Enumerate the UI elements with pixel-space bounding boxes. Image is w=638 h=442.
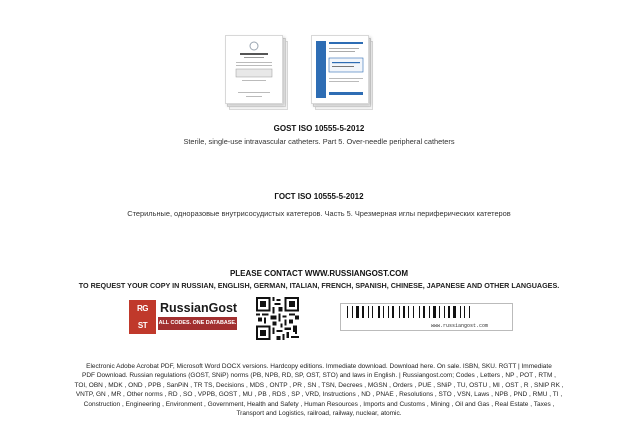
barcode-icon — [341, 306, 512, 323]
barcode[interactable] — [340, 303, 513, 331]
contact-heading-link[interactable]: PLEASE CONTACT WWW.RUSSIANGOST.COM — [229, 269, 409, 278]
logo-mark-bottom: ST — [137, 321, 148, 330]
footer-line: TOI, OBN , MDK , OND , PPB , SanPiN , TR TS, Decisions , MDS , ONTP , PR , SN , TSN, Decrees , MGSN , Orders , PUE , SNiP , TU, OSTU , MI , OST , R , SNIP RK , — [74, 381, 564, 389]
russian-cover-page-thumbnail — [225, 35, 283, 104]
footer-line: Construction , Engineering , Environment , Government, Health and Safety , Human Resources , Imports and Customs , Mining , Oil and Gas , Real Estate , Taxes , — [83, 400, 555, 408]
cover-page-graphic — [312, 36, 368, 103]
standard-subtitle-english: Sterile, single-use intravascular catheters. Part 5. Over-needle peripheral catheters — [183, 137, 455, 146]
footer-line: VNTP, GN , MR , Other norms , RD , SO , VPPB, GOST , MU , PB , RDS , SP , VRD, Instructions , ND , PNAE , Resolutions , STO , VSN, Laws , NPB , PND , RMU , TI , — [75, 391, 563, 399]
footer-line: Transport and Logistics, railroad, railway, nuclear, atomic. — [236, 410, 402, 418]
footer-line: PDF Download. Russian regulations (GOST, SNiP) norms (PB, NPB, RD, SP, OST, STO) and laws in English. | Russiangost.com; Codes , Letters , NP , POT , RTM , — [82, 372, 556, 380]
logo-mark-top: RG — [137, 304, 148, 313]
request-copy-text: TO REQUEST YOUR COPY IN RUSSIAN, ENGLISH, GERMAN, ITALIAN, FRENCH, SPANISH, CHINESE, JAPANESE AND OTHER LANGUAGES. — [78, 281, 560, 290]
barcode-label: www.russiangost.com — [430, 323, 488, 329]
english-cover-page-thumbnail — [311, 35, 369, 104]
logo-name: RussianGost — [160, 301, 238, 315]
standard-subtitle-russian: Стерильные, одноразовые внутрисосудистых катетеров. Часть 5. Чрезмерная иглы периферических катетеров — [127, 209, 511, 218]
logo-mark-icon — [129, 300, 156, 334]
cover-page-graphic — [226, 36, 282, 103]
russiangost-logo[interactable] — [129, 300, 239, 334]
logo-tagline: ALL CODES. ONE DATABASE. — [158, 317, 237, 330]
standard-title-russian: ГОСТ ISO 10555-5-2012 — [274, 192, 364, 201]
footer-description — [52, 362, 586, 418]
footer-line: Electronic Adobe Acrobat PDF, Microsoft Word DOCX versions. Hardcopy editions. Immediate download. Download here. On sale. ISBN, SKU. RGTT | Immediate — [86, 363, 552, 370]
standard-title-english: GOST ISO 10555-5-2012 — [273, 124, 365, 133]
qr-code-icon[interactable] — [256, 297, 299, 340]
